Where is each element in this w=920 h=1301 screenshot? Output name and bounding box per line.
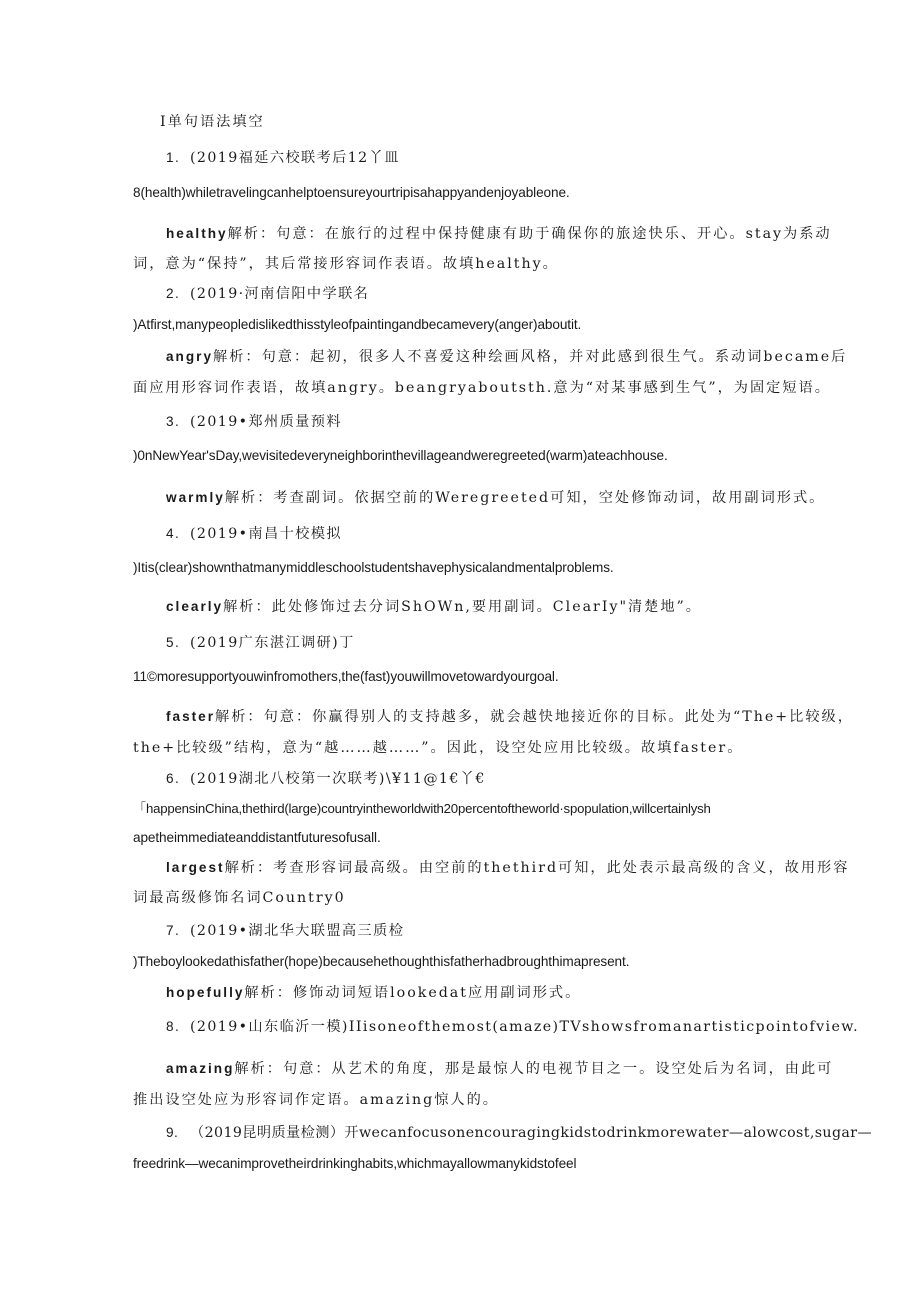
item-1-header: [166, 148, 400, 168]
item-answer: hopefully: [166, 985, 245, 1000]
item-4-header: [166, 524, 342, 544]
item-3-question: )0nNewYear'sDay,wevisitedeveryneighborinthevillageandweregreeted(warm)ateachhouse.: [133, 448, 668, 463]
item-6-explanation-line-1: largest解析：考查形容词最高级。由空前的thethird可知，此处表示最高级的含义，故用形容: [166, 860, 850, 876]
item-source: (2019福延六校联考后12丫皿: [190, 150, 400, 166]
item-9-header: [166, 1123, 872, 1143]
item-2-header: [166, 284, 369, 304]
item-3-explanation-line-1: warmly解析：考查副词。依据空前的Weregreeted可知，空处修饰动词，故用副词形式。: [166, 490, 826, 506]
item-7-explanation-line-1: hopefully解析：修饰动词短语lookedat应用副词形式。: [166, 985, 582, 1001]
item-source: (2019•郑州质量预料: [190, 414, 342, 430]
item-6-explanation-line-2: 词最高级修饰名词Country0: [133, 890, 346, 906]
item-number: 4.: [166, 526, 181, 541]
item-6-header: [166, 769, 486, 789]
item-number: 5.: [166, 635, 181, 650]
item-2-explanation-line-1: angry解析：句意：起初，很多人不喜爱这种绘画风格，并对此感到很生气。系动词became后: [166, 349, 848, 365]
item-2-question: )Atfirst,manypeopledislikedthisstyleofpaintingandbecamevery(anger)aboutit.: [133, 317, 582, 332]
item-source: （2019昆明质量检测）开wecanfocusonencouragingkidstodrinkmorewater—alowcost,sugar—: [190, 1125, 873, 1141]
item-1-explanation-line-1: healthy解析：句意：在旅行的过程中保持健康有助于确保你的旅途快乐、开心。stay为系动: [166, 226, 832, 242]
item-1-explanation-line-2: 词，意为“保持”，其后常接形容词作表语。故填healthy。: [133, 256, 559, 272]
item-5-explanation-line-2: the+比较级”结构，意为“越……越……”。因此，设空处应用比较级。故填faster。: [133, 740, 744, 756]
item-answer: clearly: [166, 599, 224, 614]
item-answer: faster: [166, 709, 216, 724]
item-6-question-line-2: apetheimmediateanddistantfuturesofusall.: [133, 830, 381, 845]
item-number: 8.: [166, 1019, 181, 1034]
item-number: 2.: [166, 286, 181, 301]
section-title: I单句语法填空: [160, 114, 265, 130]
item-number: 1.: [166, 150, 181, 165]
item-5-question: 11©moresupportyouwinfromothers,the(fast)youwillmovetowardyourgoal.: [133, 669, 559, 684]
item-2-explanation-line-2: 面应用形容词作表语，故填angry。beangryaboutsth.意为“对某事感到生气”，为固定短语。: [133, 380, 831, 396]
item-source: (2019广东湛江调研)丁: [190, 635, 355, 651]
item-5-header: [166, 633, 355, 653]
item-8-header: [166, 1017, 859, 1037]
item-number: 7.: [166, 923, 181, 938]
item-answer: largest: [166, 860, 225, 875]
item-source: (2019•南昌十校模拟: [190, 526, 342, 542]
item-number: 6.: [166, 771, 181, 786]
item-3-header: [166, 412, 342, 432]
item-answer: angry: [166, 349, 214, 364]
item-number: 9.: [166, 1125, 179, 1140]
item-source: (2019·河南信阳中学联名: [190, 286, 370, 302]
item-1-question: 8(health)whiletravelingcanhelptoensureyourtripisahappyandenjoyableone.: [133, 185, 570, 200]
item-source: (2019湖北八校第一次联考)\¥11@1€丫€: [190, 771, 486, 787]
item-number: 3.: [166, 414, 181, 429]
item-4-explanation-line-1: clearly解析：此处修饰过去分词ShOWn,要用副词。ClearIy"清楚地”。: [166, 599, 702, 615]
item-answer: warmly: [166, 490, 225, 505]
item-7-question: )Theboylookedathisfather(hope)becausehethoughthisfatherhadbroughthimapresent.: [133, 954, 630, 969]
item-source: (2019•湖北华大联盟高三质检: [190, 923, 405, 939]
item-6-question-line-1: 「happensinChina,thethird(large)countryintheworldwith20percentoftheworld·spopulation,willcertainlysh: [133, 801, 711, 816]
item-answer: healthy: [166, 226, 228, 241]
item-8-explanation-line-1: amazing解析：句意：从艺术的角度，那是最惊人的电视节目之一。设空处后为名词，由此可: [166, 1061, 834, 1077]
item-8-explanation-line-2: 推出设空处应为形容词作定语。amazing惊人的。: [133, 1092, 499, 1108]
item-9-question: freedrink—wecanimprovetheirdrinkinghabits,whichmayallowmanykidstofeel: [133, 1156, 577, 1171]
item-source: (2019•山东临沂一模)IIisoneofthemost(amaze)TVshowsfromanartisticpointofview.: [190, 1019, 860, 1035]
item-answer: amazing: [166, 1061, 235, 1076]
item-7-header: [166, 921, 404, 941]
item-4-question: )Itis(clear)shownthatmanymiddleschoolstudentshavephysicalandmentalproblems.: [133, 560, 614, 575]
item-5-explanation-line-1: faster解析：句意：你赢得别人的支持越多，就会越快地接近你的目标。此处为“The+比较级，: [166, 709, 854, 725]
